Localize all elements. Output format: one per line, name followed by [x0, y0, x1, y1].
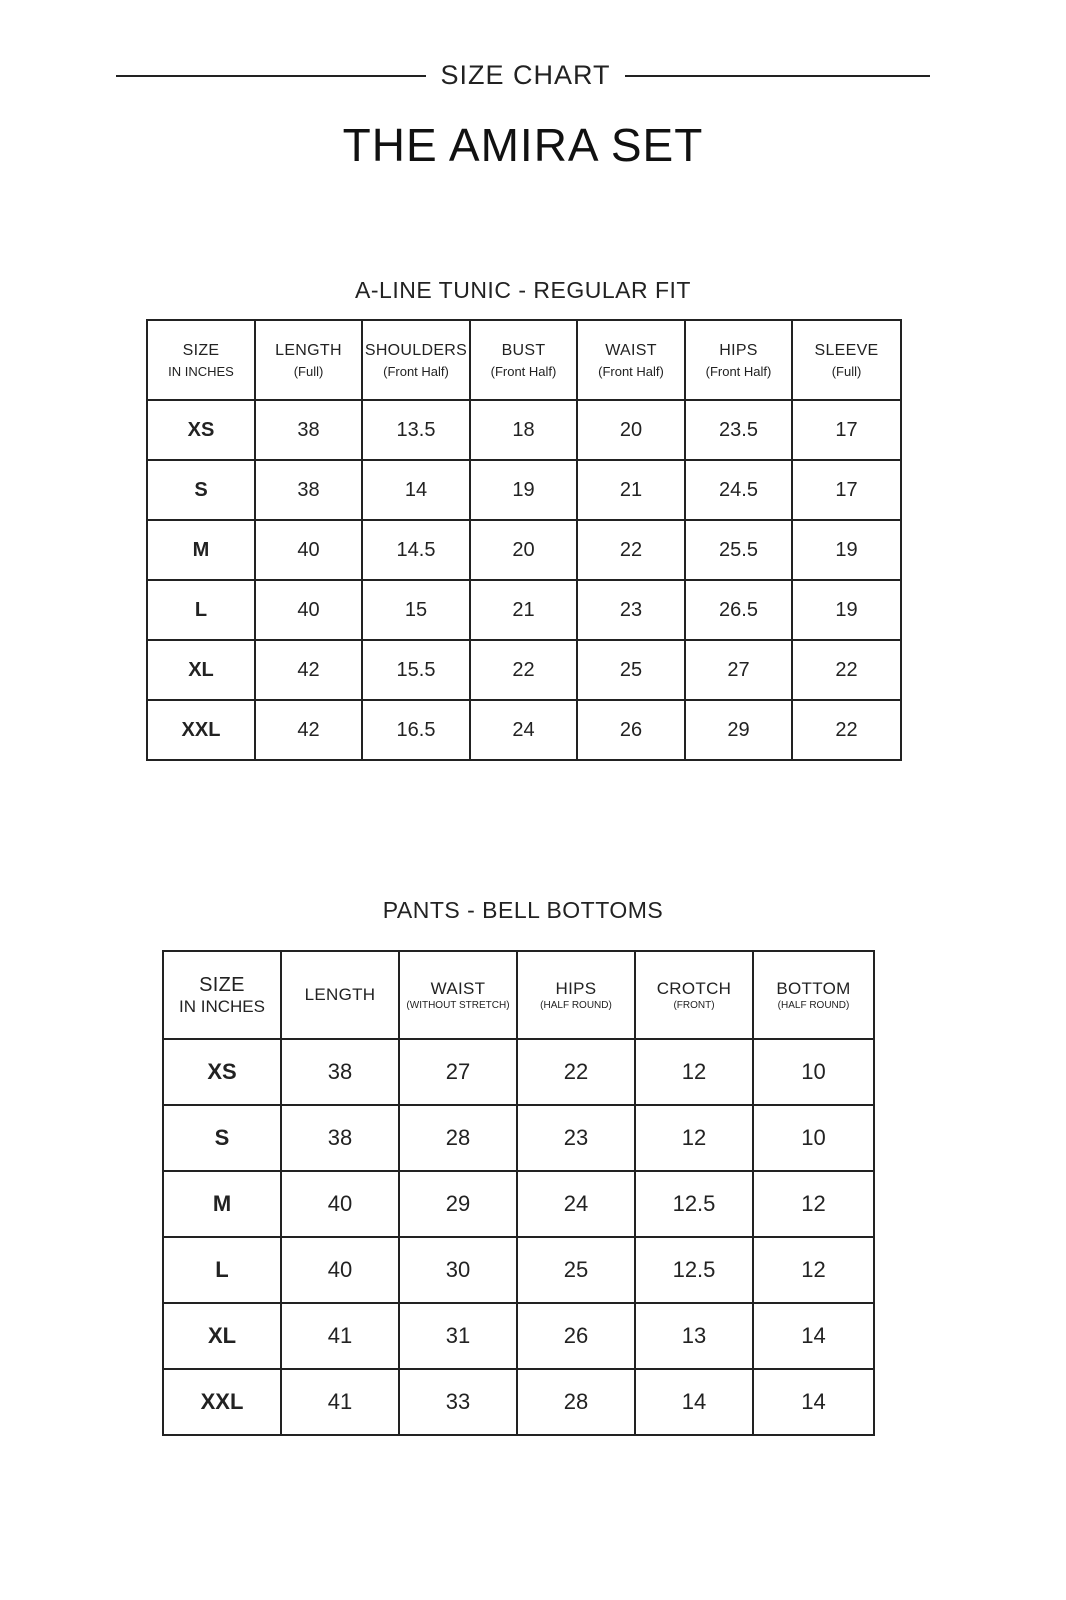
measurement-cell: 12.5: [635, 1171, 753, 1237]
tunic-header-row: [147, 320, 901, 400]
size-cell: L: [163, 1237, 281, 1303]
measurement-cell: 12: [635, 1039, 753, 1105]
table-row: [163, 1039, 874, 1105]
measurement-cell: 31: [399, 1303, 517, 1369]
column-label: CROTCH: [656, 979, 732, 998]
pants-table-body: [163, 1039, 874, 1435]
column-label: SLEEVE: [814, 341, 879, 359]
measurement-cell: 25: [577, 640, 685, 700]
column-label: HIPS: [719, 341, 758, 359]
measurement-cell: 40: [255, 580, 362, 640]
measurement-cell: 14: [753, 1303, 874, 1369]
measurement-cell: 23: [577, 580, 685, 640]
column-sublabel: (Front Half): [383, 363, 449, 379]
table-row: [163, 1237, 874, 1303]
measurement-cell: 38: [281, 1039, 399, 1105]
column-sublabel: (HALF ROUND): [540, 1000, 612, 1011]
table-row: [163, 1105, 874, 1171]
measurement-cell: 13: [635, 1303, 753, 1369]
measurement-cell: 21: [577, 460, 685, 520]
column-label: SIZE: [182, 341, 220, 359]
tunic-column-header: [685, 320, 792, 400]
size-cell: L: [147, 580, 255, 640]
size-cell: S: [147, 460, 255, 520]
pants-column-header: [399, 951, 517, 1039]
tunic-column-header: [792, 320, 901, 400]
size-cell: M: [163, 1171, 281, 1237]
measurement-cell: 30: [399, 1237, 517, 1303]
measurement-cell: 26: [517, 1303, 635, 1369]
tunic-column-header: [255, 320, 362, 400]
measurement-cell: 25.5: [685, 520, 792, 580]
column-label: LENGTH: [304, 985, 376, 1004]
pants-header-row: [163, 951, 874, 1039]
table-row: [163, 1171, 874, 1237]
size-cell: XL: [163, 1303, 281, 1369]
column-label: HIPS: [555, 979, 597, 998]
size-cell: XXL: [147, 700, 255, 760]
measurement-cell: 16.5: [362, 700, 470, 760]
measurement-cell: 24: [470, 700, 577, 760]
measurement-cell: 38: [281, 1105, 399, 1171]
measurement-cell: 23.5: [685, 400, 792, 460]
measurement-cell: 18: [470, 400, 577, 460]
column-label: WAIST: [605, 341, 657, 359]
measurement-cell: 19: [792, 520, 901, 580]
size-chart-label: SIZE CHART: [440, 60, 611, 90]
table-row: [147, 400, 901, 460]
measurement-cell: 12.5: [635, 1237, 753, 1303]
measurement-cell: 12: [635, 1105, 753, 1171]
tunic-table-body: [147, 400, 901, 760]
measurement-cell: 14: [635, 1369, 753, 1435]
measurement-cell: 15.5: [362, 640, 470, 700]
column-sublabel: (Front Half): [490, 363, 557, 379]
measurement-cell: 12: [753, 1171, 874, 1237]
measurement-cell: 15: [362, 580, 470, 640]
measurement-cell: 19: [792, 580, 901, 640]
pants-column-header: [753, 951, 874, 1039]
column-sublabel: (Front Half): [598, 363, 664, 379]
measurement-cell: 29: [399, 1171, 517, 1237]
table-row: [147, 580, 901, 640]
column-sublabel: (Full): [293, 363, 324, 379]
measurement-cell: 40: [255, 520, 362, 580]
page-title: THE AMIRA SET: [342, 119, 704, 171]
tunic-size-table: [146, 319, 902, 761]
table-row: [147, 700, 901, 760]
measurement-cell: 28: [517, 1369, 635, 1435]
size-cell: XL: [147, 640, 255, 700]
column-label: SHOULDERS: [364, 341, 468, 359]
measurement-cell: 26: [577, 700, 685, 760]
pants-column-header: [163, 951, 281, 1039]
measurement-cell: 13.5: [362, 400, 470, 460]
column-label: BUST: [501, 341, 546, 359]
header-rule-left: [116, 75, 426, 77]
measurement-cell: 26.5: [685, 580, 792, 640]
measurement-cell: 14: [362, 460, 470, 520]
measurement-cell: 24: [517, 1171, 635, 1237]
measurement-cell: 27: [399, 1039, 517, 1105]
column-sublabel: (Full): [831, 363, 862, 379]
tunic-column-header: [147, 320, 255, 400]
size-cell: S: [163, 1105, 281, 1171]
measurement-cell: 25: [517, 1237, 635, 1303]
measurement-cell: 24.5: [685, 460, 792, 520]
measurement-cell: 14: [753, 1369, 874, 1435]
measurement-cell: 27: [685, 640, 792, 700]
column-sublabel: IN INCHES: [168, 363, 234, 379]
measurement-cell: 22: [577, 520, 685, 580]
table-row: [147, 520, 901, 580]
column-sublabel: (WITHOUT STRETCH): [406, 1000, 510, 1011]
column-sublabel: (HALF ROUND): [777, 1000, 850, 1011]
table-row: [147, 640, 901, 700]
measurement-cell: 10: [753, 1105, 874, 1171]
measurement-cell: 22: [792, 640, 901, 700]
measurement-cell: 20: [470, 520, 577, 580]
measurement-cell: 23: [517, 1105, 635, 1171]
size-cell: M: [147, 520, 255, 580]
pants-column-header: [517, 951, 635, 1039]
tunic-column-header: [362, 320, 470, 400]
tunic-column-header: [577, 320, 685, 400]
table-row: [163, 1303, 874, 1369]
column-label: SIZE: [199, 973, 245, 996]
measurement-cell: 20: [577, 400, 685, 460]
column-label: WAIST: [430, 979, 486, 998]
measurement-cell: 12: [753, 1237, 874, 1303]
measurement-cell: 14.5: [362, 520, 470, 580]
measurement-cell: 17: [792, 460, 901, 520]
tunic-column-header: [470, 320, 577, 400]
measurement-cell: 38: [255, 460, 362, 520]
measurement-cell: 22: [470, 640, 577, 700]
measurement-cell: 29: [685, 700, 792, 760]
column-sublabel: (Front Half): [705, 363, 772, 379]
measurement-cell: 41: [281, 1303, 399, 1369]
table-row: [163, 1369, 874, 1435]
measurement-cell: 22: [792, 700, 901, 760]
column-sublabel: IN INCHES: [179, 996, 265, 1016]
measurement-cell: 41: [281, 1369, 399, 1435]
measurement-cell: 42: [255, 700, 362, 760]
column-label: LENGTH: [275, 341, 342, 359]
measurement-cell: 33: [399, 1369, 517, 1435]
measurement-cell: 22: [517, 1039, 635, 1105]
tunic-section-title: A-LINE TUNIC - REGULAR FIT: [355, 277, 691, 303]
pants-column-header: [281, 951, 399, 1039]
measurement-cell: 38: [255, 400, 362, 460]
measurement-cell: 40: [281, 1237, 399, 1303]
measurement-cell: 42: [255, 640, 362, 700]
pants-section-title: PANTS - BELL BOTTOMS: [382, 897, 664, 923]
measurement-cell: 19: [470, 460, 577, 520]
pants-size-table: [162, 950, 875, 1436]
size-cell: XS: [147, 400, 255, 460]
measurement-cell: 21: [470, 580, 577, 640]
pants-column-header: [635, 951, 753, 1039]
column-label: BOTTOM: [776, 979, 851, 998]
header-rule-right: [625, 75, 930, 77]
table-row: [147, 460, 901, 520]
measurement-cell: 17: [792, 400, 901, 460]
measurement-cell: 10: [753, 1039, 874, 1105]
measurement-cell: 28: [399, 1105, 517, 1171]
column-sublabel: (FRONT): [673, 1000, 715, 1011]
measurement-cell: 40: [281, 1171, 399, 1237]
size-cell: XS: [163, 1039, 281, 1105]
size-cell: XXL: [163, 1369, 281, 1435]
